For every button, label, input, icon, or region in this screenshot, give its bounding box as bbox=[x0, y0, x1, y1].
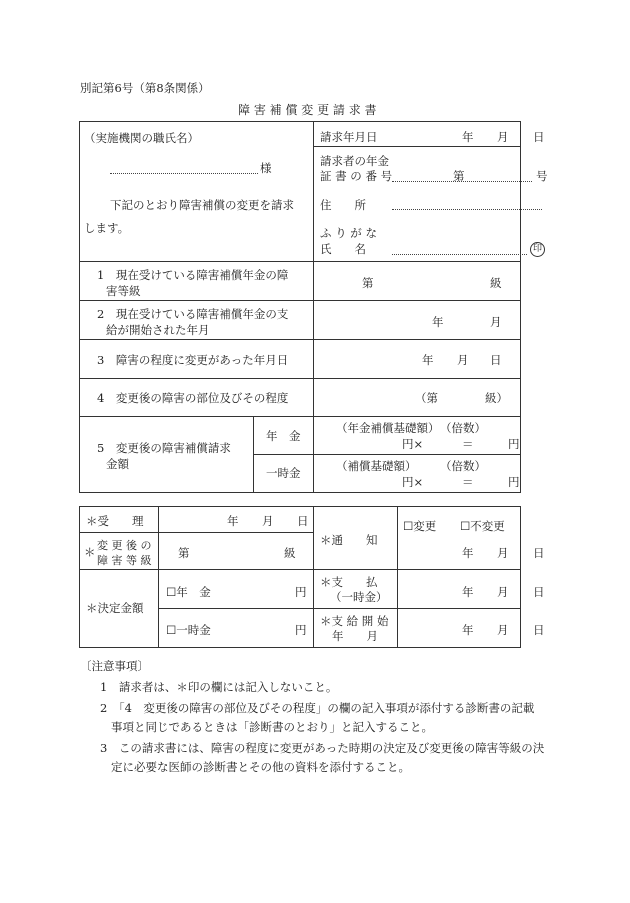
decision-pension-checkbox[interactable]: ☐年 金 bbox=[166, 585, 211, 599]
start-label-1: ＊支 給 開 始 bbox=[320, 614, 389, 628]
row3-month[interactable]: 月 bbox=[457, 353, 469, 367]
name-label: 氏 名 bbox=[320, 242, 366, 256]
receipt-day[interactable]: 日 bbox=[297, 514, 309, 528]
row4-label: 4 変更後の障害の部位及びその程度 bbox=[97, 391, 289, 405]
payment-year[interactable]: 年 bbox=[462, 585, 474, 599]
furigana-label: ふ り が な bbox=[320, 226, 377, 240]
note-2b: 事項と同じであるときは「診断書のとおり」と記入すること。 bbox=[111, 720, 433, 734]
grade-label-1: 変 更 後 の bbox=[97, 539, 152, 552]
start-month[interactable]: 月 bbox=[497, 623, 509, 637]
row3-year[interactable]: 年 bbox=[422, 353, 434, 367]
request-text-1: 下記のとおり障害補償の変更を請求 bbox=[110, 198, 294, 212]
pension-en[interactable]: 円 bbox=[508, 437, 520, 451]
row1-label-1: 1 現在受けている障害補償年金の障 bbox=[97, 268, 289, 282]
grade-star: ＊ bbox=[84, 545, 96, 559]
lump-en-x[interactable]: 円× bbox=[402, 475, 424, 489]
payment-label-2: （一時金） bbox=[330, 590, 388, 604]
pension-cert-label-2: 証 書 の 番 号 bbox=[320, 169, 393, 183]
address-field[interactable] bbox=[392, 209, 542, 210]
row1-kyu: 級 bbox=[490, 276, 502, 290]
row2-label-2: 給が開始された年月 bbox=[106, 323, 210, 337]
request-date-month[interactable]: 月 bbox=[497, 130, 509, 144]
decision-label: ＊決定金額 bbox=[86, 601, 144, 615]
receipt-label: ＊受 理 bbox=[86, 514, 144, 528]
lump-basis-label: （補償基礎額） bbox=[336, 459, 417, 473]
payment-month[interactable]: 月 bbox=[497, 585, 509, 599]
note-2a: 2 「4 変更後の障害の部位及びその程度」の欄の記入事項が添付する診断書の記載 bbox=[100, 701, 535, 715]
note-3a: 3 この請求書には、障害の程度に変更があった時期の決定及び変更後の障害等級の決 bbox=[100, 741, 545, 755]
row5-label-2: 金額 bbox=[106, 457, 129, 471]
pension-times-label: （倍数） bbox=[440, 421, 486, 435]
row1-dai: 第 bbox=[362, 276, 374, 290]
row3-label: 3 障害の程度に変更があった年月日 bbox=[97, 353, 289, 367]
row2-year[interactable]: 年 bbox=[432, 315, 444, 329]
request-date-day[interactable]: 日 bbox=[533, 130, 545, 144]
grade-label-2: 障 害 等 級 bbox=[97, 554, 152, 567]
name-field[interactable] bbox=[392, 254, 527, 255]
lump-times-label: （倍数） bbox=[440, 459, 486, 473]
row5-label-1: 5 変更後の障害補償請求 bbox=[97, 441, 231, 455]
row3-day[interactable]: 日 bbox=[490, 353, 502, 367]
start-day[interactable]: 日 bbox=[533, 623, 545, 637]
row4-kyu: 級） bbox=[485, 391, 508, 405]
payment-day[interactable]: 日 bbox=[533, 585, 545, 599]
sama-label: 様 bbox=[260, 161, 272, 175]
notes-heading: 〔注意事項〕 bbox=[80, 659, 149, 673]
request-date-label: 請求年月日 bbox=[320, 130, 378, 144]
pension-eq: ＝ bbox=[462, 437, 474, 451]
note-3b: 定に必要な医師の診断書とその他の資料を添付すること。 bbox=[111, 760, 410, 774]
notice-day[interactable]: 日 bbox=[533, 546, 545, 560]
row2-label-1: 2 現在受けている障害補償年金の支 bbox=[97, 307, 289, 321]
notice-label: ＊通 知 bbox=[320, 533, 378, 547]
row4-dai: （第 bbox=[415, 391, 438, 405]
notice-month[interactable]: 月 bbox=[497, 546, 509, 560]
pension-en-x[interactable]: 円× bbox=[402, 437, 424, 451]
row5-pension-label: 年 金 bbox=[266, 429, 301, 443]
decision-pension-en[interactable]: 円 bbox=[295, 585, 307, 599]
decision-lump-en[interactable]: 円 bbox=[295, 623, 307, 637]
payment-label-1: ＊支 払 bbox=[320, 575, 378, 589]
note-1: 1 請求者は、＊印の欄には記入しないこと。 bbox=[100, 680, 338, 694]
row2-month[interactable]: 月 bbox=[490, 315, 502, 329]
decision-lump-checkbox[interactable]: ☐一時金 bbox=[166, 623, 211, 637]
changed-checkbox[interactable]: ☐変更 bbox=[403, 519, 437, 533]
receipt-month[interactable]: 月 bbox=[262, 514, 274, 528]
page-title: 障 害 補 償 変 更 請 求 書 bbox=[238, 103, 377, 117]
address-label: 住 所 bbox=[320, 198, 366, 212]
unchanged-checkbox[interactable]: ☐不変更 bbox=[460, 519, 505, 533]
form-number: 別記第6号（第8条関係） bbox=[80, 81, 210, 95]
notice-year[interactable]: 年 bbox=[462, 546, 474, 560]
start-label-2: 年 月 bbox=[332, 629, 378, 643]
request-text-2: します。 bbox=[84, 221, 130, 235]
agency-name-field[interactable] bbox=[110, 173, 258, 174]
lump-en[interactable]: 円 bbox=[508, 475, 520, 489]
request-date-year[interactable]: 年 bbox=[462, 130, 474, 144]
pension-cert-go: 号 bbox=[536, 169, 548, 183]
seal-icon: 印 bbox=[530, 242, 545, 257]
pension-cert-dai: 第 bbox=[453, 169, 465, 183]
start-year[interactable]: 年 bbox=[462, 623, 474, 637]
pension-basis-label: （年金補償基礎額） bbox=[336, 421, 440, 435]
grade-kyu: 級 bbox=[284, 546, 296, 560]
lump-eq: ＝ bbox=[462, 475, 474, 489]
receipt-year[interactable]: 年 bbox=[227, 514, 239, 528]
grade-dai: 第 bbox=[178, 546, 190, 560]
row1-label-2: 害等級 bbox=[106, 284, 141, 298]
pension-cert-label-1: 請求者の年金 bbox=[320, 154, 389, 168]
agency-label: （実施機関の職氏名） bbox=[84, 131, 199, 145]
row5-lump-label: 一時金 bbox=[266, 466, 301, 480]
